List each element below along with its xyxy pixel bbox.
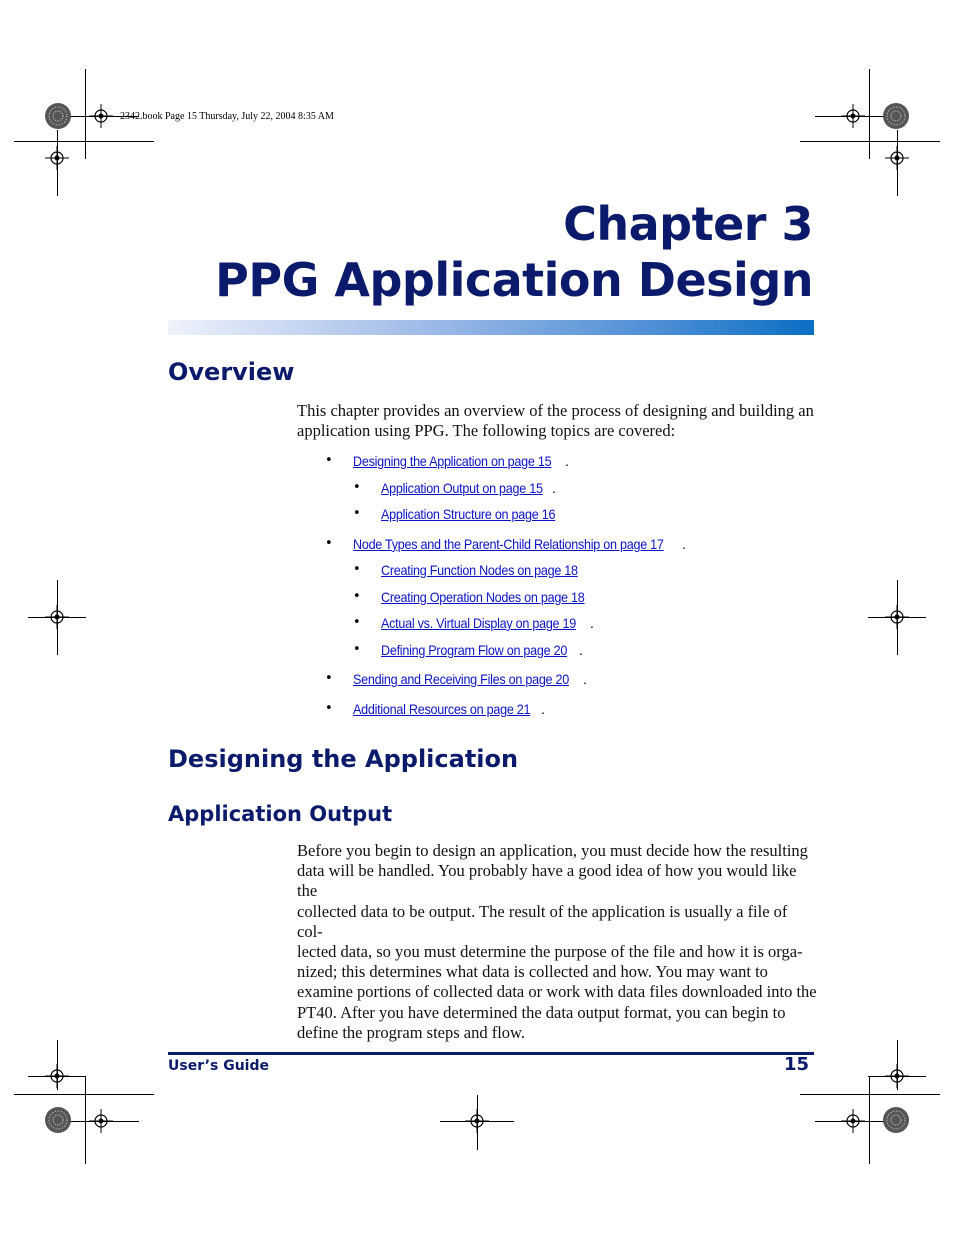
paragraph-line: PT40. After you have determined the data output format, you can begin to xyxy=(297,1002,786,1022)
overview-intro: This chapter provides an overview of the process of designing and building an application using PPG. The following topics are covered: xyxy=(297,401,814,441)
paragraph-line: Before you begin to design an application, you must decide how the resulting xyxy=(297,841,808,860)
output-paragraph xyxy=(297,841,817,1043)
topic-link[interactable]: Defining Program Flow on page 20 xyxy=(381,642,568,658)
topic-trail: . xyxy=(590,615,594,631)
topic-link[interactable]: Additional Resources on page 21 xyxy=(353,701,531,717)
paragraph-line: define the program steps and flow. xyxy=(297,1022,526,1042)
topic-link[interactable]: Node Types and the Parent-Child Relationship on page 17 xyxy=(353,536,664,552)
topic-trail: . xyxy=(583,671,587,687)
bullet-icon: • xyxy=(353,480,361,495)
paragraph-line: lected data, so you must determine the purpose of the file and how it is orga- xyxy=(297,942,803,962)
print-slug: 2342.book Page 15 Thursday, July 22, 2004 8:35 AM xyxy=(120,111,334,122)
bullet-icon: • xyxy=(325,536,333,551)
overview-heading: Overview xyxy=(168,358,295,386)
bullet-icon: • xyxy=(353,642,361,657)
sunburst-mark-icon xyxy=(44,1106,72,1134)
sunburst-mark-icon xyxy=(882,1106,910,1134)
topic-link[interactable]: Creating Operation Nodes on page 18 xyxy=(381,589,585,605)
bullet-icon: • xyxy=(353,562,361,577)
title-gradient-bar xyxy=(168,320,814,335)
paragraph-line: nized; this determines what data is collected and how. You may want to xyxy=(297,962,768,982)
footer-rule xyxy=(168,1052,814,1055)
topic-link[interactable]: Sending and Receiving Files on page 20 xyxy=(353,671,569,687)
output-heading: Application Output xyxy=(168,802,393,826)
topic-link[interactable]: Actual vs. Virtual Display on page 19 xyxy=(381,615,577,631)
footer-guide-title: User’s Guide xyxy=(168,1058,269,1074)
bullet-icon: • xyxy=(325,671,333,686)
chapter-number: Chapter 3 xyxy=(563,197,813,251)
topic-trail: . xyxy=(552,480,556,496)
page-number: 15 xyxy=(783,1054,809,1075)
topic-link[interactable]: Designing the Application on page 15 xyxy=(353,453,552,469)
topic-link[interactable]: Application Output on page 15 xyxy=(381,480,543,496)
chapter-title xyxy=(153,196,813,308)
bullet-icon: • xyxy=(325,453,333,468)
topic-trail: . xyxy=(682,536,686,552)
bullet-icon: • xyxy=(353,615,361,630)
paragraph-line: data will be handled. You probably have a good idea of how you would like the xyxy=(297,861,797,901)
topic-trail: . xyxy=(579,642,583,658)
sunburst-mark-icon xyxy=(44,102,72,130)
sunburst-mark-icon xyxy=(882,102,910,130)
topic-link[interactable]: Creating Function Nodes on page 18 xyxy=(381,562,578,578)
designing-heading: Designing the Application xyxy=(168,745,519,773)
chapter-name: PPG Application Design xyxy=(215,253,813,307)
topic-link[interactable]: Application Structure on page 16 xyxy=(381,506,556,522)
topic-trail: . xyxy=(541,701,545,717)
topic-trail: . xyxy=(565,453,569,469)
bullet-icon: • xyxy=(325,701,333,716)
paragraph-line: examine portions of collected data or work with data files downloaded into the xyxy=(297,982,817,1002)
bullet-icon: • xyxy=(353,506,361,521)
bullet-icon: • xyxy=(353,589,361,604)
paragraph-line: collected data to be output. The result of the application is usually a file of col- xyxy=(297,901,788,941)
